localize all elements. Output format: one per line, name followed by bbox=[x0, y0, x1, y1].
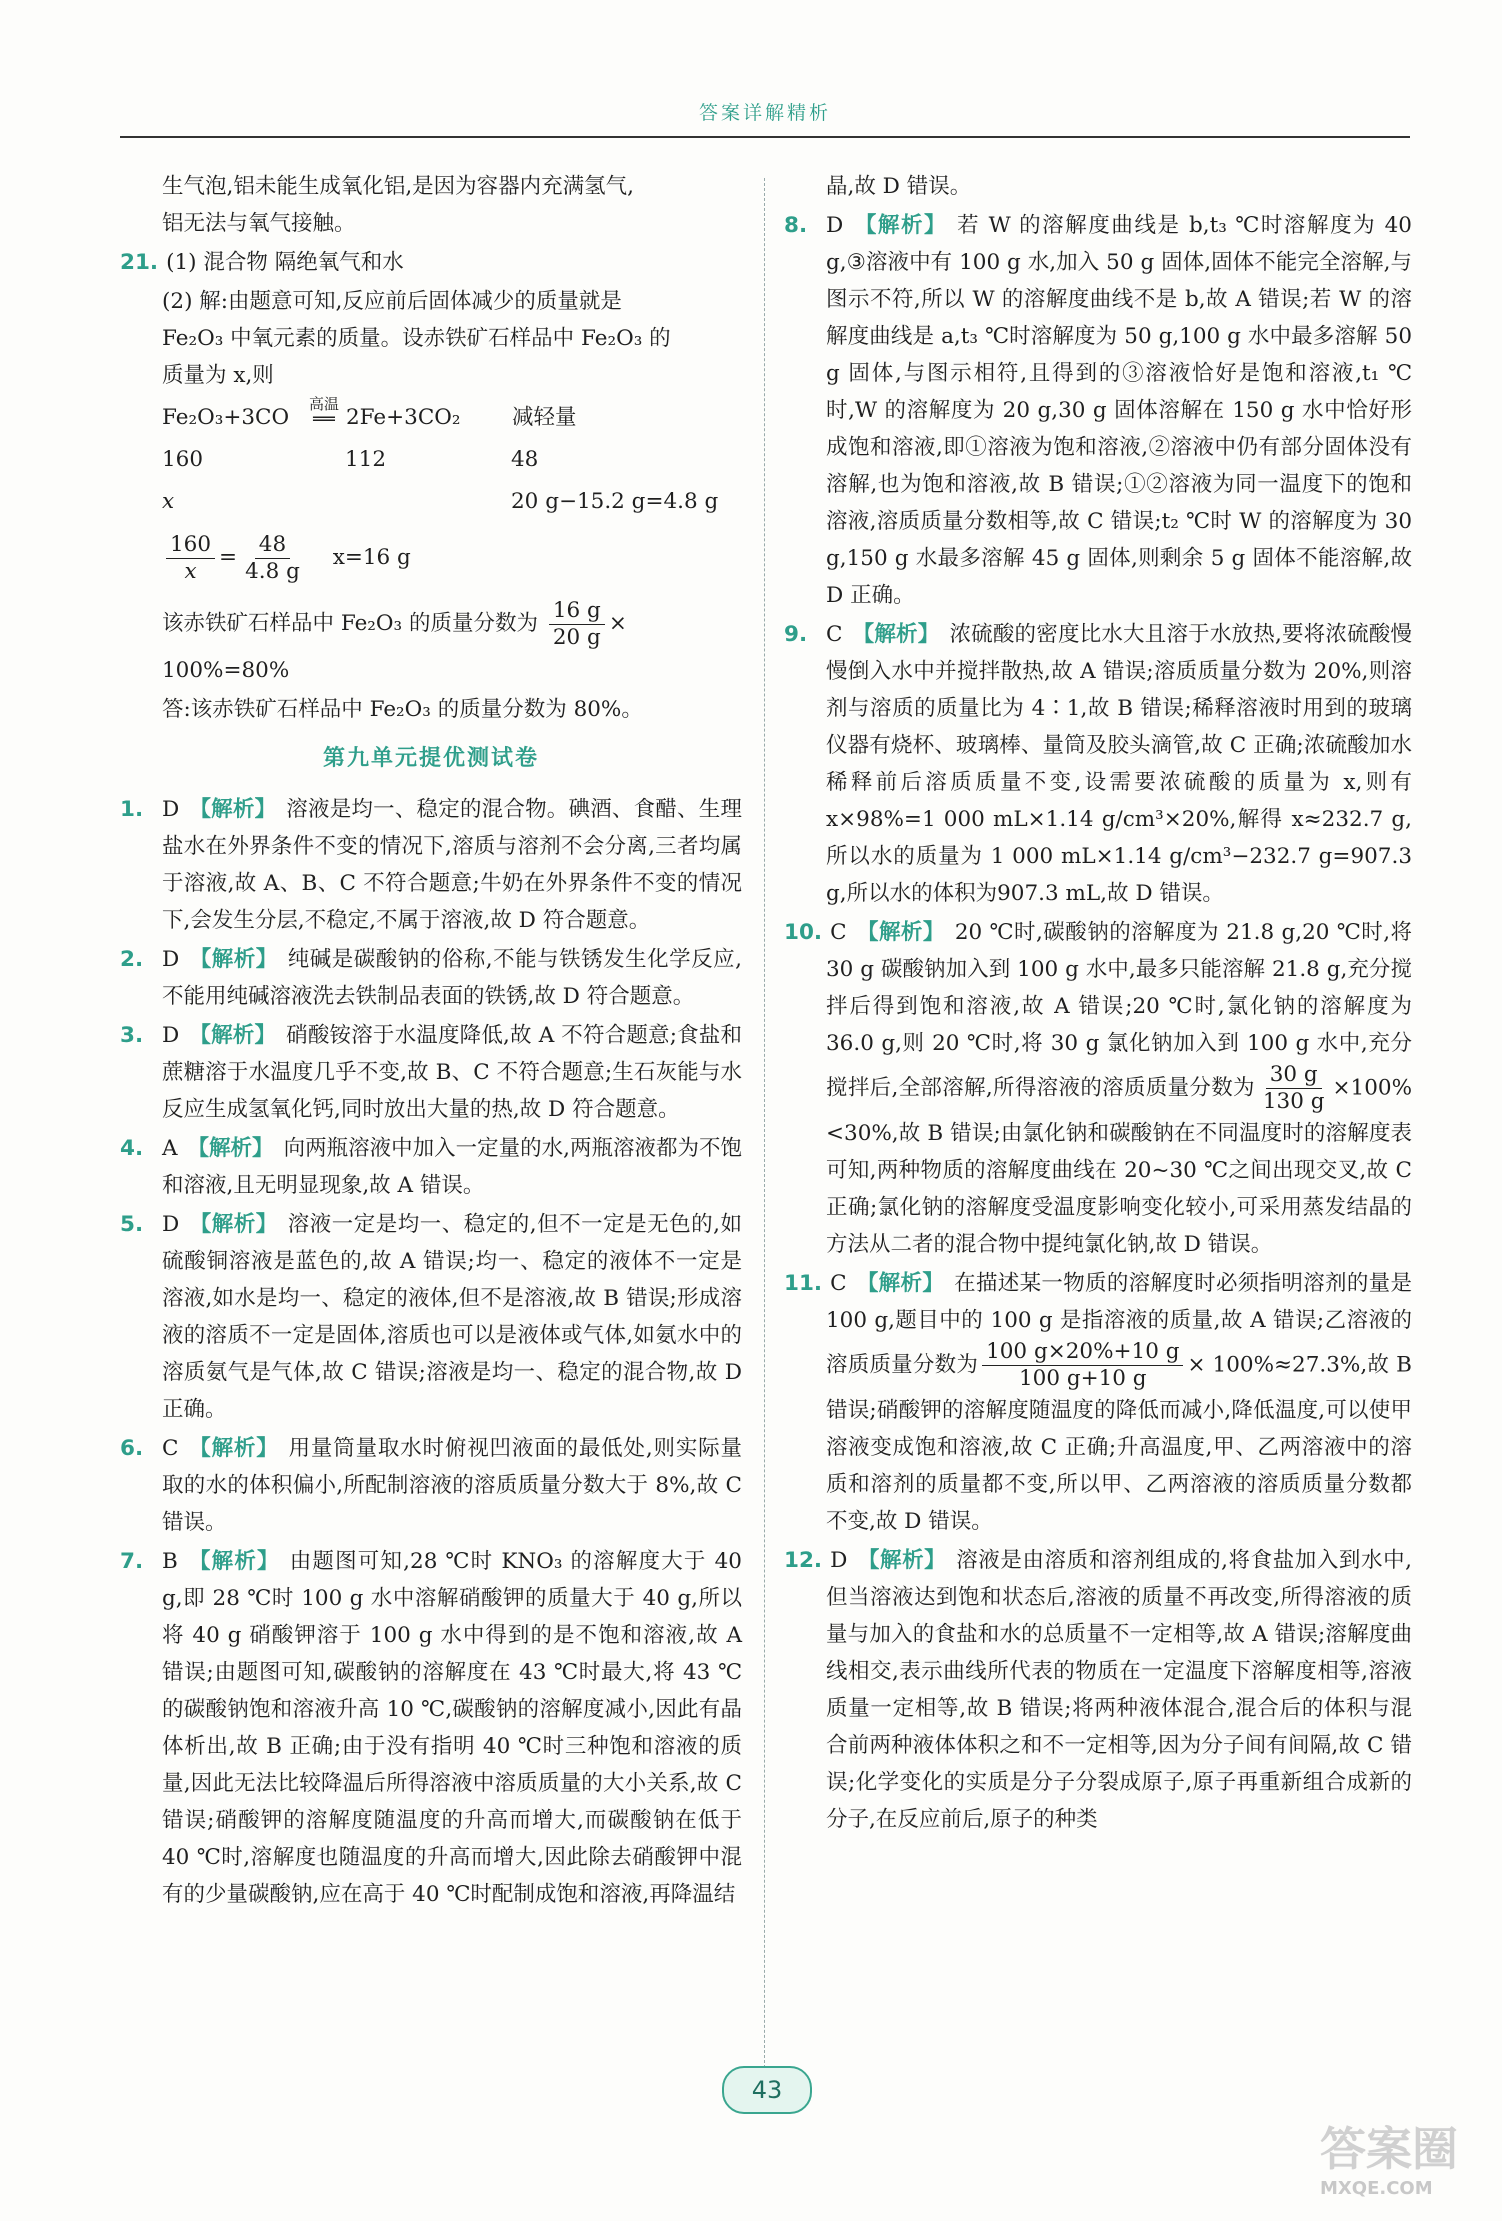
analysis-tag: 【解析】 bbox=[853, 213, 948, 238]
answer-choice: D bbox=[162, 947, 180, 972]
analysis-text: 在描述某一物质的溶解度时必须指明溶剂的量是 100 g,题目中的 100 g 是指溶液的质量,故 A 错误;乙溶液的溶质质量分数为 bbox=[826, 1271, 1412, 1378]
left-column bbox=[120, 168, 742, 1915]
question-number: 1. bbox=[120, 797, 144, 822]
analysis-text: 由题图可知,28 ℃时 KNO₃ 的溶解度大于 40 g,即 28 ℃时 100 g 水中溶解硝酸钾的质量大于 40 g,所以将 40 g 硝酸钾溶于 100 g 水中得到的是不饱和溶液,故 A 错误;由题图可知,碳酸钠的溶解度在 43 ℃时最大,将 43 ℃的碳酸钠饱和溶液升高 10 ℃,碳酸钠的溶解度减小,因此有晶体析出,故 B 正确;由于没有指明 40 ℃时三种饱和溶液的质量,因此无法比较降温后所得溶液中溶质质量的大小关系,故 C 错误;硝酸钾的溶解度随温度的升高而增大,而碳酸钠在低于 40 ℃时,溶解度也随温度的升高而增大,因此除去硝酸钾中混有的少量碳酸钠,应在高于 40 ℃时配制成饱和溶液,再降温结 bbox=[162, 1549, 742, 1907]
question-number: 8. bbox=[784, 213, 808, 238]
fraction bbox=[1259, 1062, 1329, 1115]
reaction-condition: 高温 bbox=[308, 395, 339, 413]
question-number: 9. bbox=[784, 622, 808, 647]
analysis-tag: 【解析】 bbox=[856, 1271, 945, 1296]
analysis-tag: 【解析】 bbox=[187, 1136, 274, 1161]
page-header: 答案详解精析 bbox=[698, 102, 831, 124]
analysis-text: 纯碱是碳酸钠的俗称,不能与铁锈发生化学反应,不能用纯碱溶液洗去铁制品表面的铁锈,故 D 符合题意。 bbox=[162, 947, 742, 1009]
answer-item bbox=[120, 1543, 742, 1913]
answer-list bbox=[120, 791, 742, 1913]
solution-text: (2) 解:由题意可知,反应前后固体减少的质量就是 Fe₂O₃ 中氧元素的质量。设赤铁矿石样品中 Fe₂O₃ 的 质量为 x,则 bbox=[162, 289, 671, 388]
chemical-equation: Fe₂O₃+3CO 高温 ══ 2Fe+3CO₂ 减轻量 bbox=[162, 395, 577, 430]
analysis-text: 溶液是均一、稳定的混合物。碘酒、食醋、生理盐水在外界条件不变的情况下,溶质与溶剂不会分离,三者均属于溶液,故 A、B、C 不符合题意;牛奶在外界条件不变的情况下,会发生分层,不稳定,不属于溶液,故 D 符合题意。 bbox=[162, 797, 742, 933]
answer-choice: C bbox=[830, 920, 847, 945]
answer-item bbox=[120, 941, 742, 1015]
fraction-numerator: 30 g bbox=[1266, 1062, 1322, 1089]
answer-item bbox=[784, 207, 1412, 614]
analysis-text: 若 W 的溶解度曲线是 b,t₃ ℃时溶解度为 40 g,③溶液中有 100 g 水,加入 50 g 固体,固体不能完全溶解,与图示不符,所以 W 的溶解度曲线不是 b,故 A 错误;若 W 的溶解度曲线是 a,t₃ ℃时溶解度为 50 g,100 g 水中最多溶解 50 g 固体,与图示相符,且得到的③溶液恰好是饱和溶液,t₁ ℃时,W 的溶解度为 20 g,30 g 固体溶解在 150 g 水中恰好形成饱和溶液,即①溶液为饱和溶液,②溶液中仍有部分固体没有溶解,也为饱和溶液,故 B 错误;①②溶液为同一温度下的饱和溶液,溶质质量分数相等,故 C 错误;t₂ ℃时 W 的溶解度为 30 g,150 g 水最多溶解 45 g 固体,则剩余 5 g 固体不能溶解,故 D 正确。 bbox=[826, 213, 1412, 608]
analysis-text: 溶液一定是均一、稳定的,但不一定是无色的,如硫酸铜溶液是蓝色的,故 A 错误;均一、稳定的液体不一定是溶液,如水是均一、稳定的液体,但不是溶液,故 B 错误;形成溶液的溶质不一定是固体,溶质也可以是液体或气体,如氨水中的溶质氨气是气体,故 C 错误;溶液是均一、稳定的混合物,故 D 正确。 bbox=[162, 1212, 742, 1422]
analysis-text: 浓硫酸的密度比水大且溶于水放热,要将浓硫酸慢慢倒入水中并搅拌散热,故 A 错误;溶质质量分数为 20%,则溶剂与溶质的质量比为 4∶1,故 B 错误;稀释溶液时用到的玻璃仪器有烧杯、玻璃棒、量筒及胶头滴管,故 C 正确;浓硫酸加水稀释前后溶质质量不变,设需要浓硫酸的质量为 x,则有 x×98%=1 000 mL×1.14 g/cm³×20%,解得 x≈232.7 g,所以水的质量为 1 000 mL×1.14 g/cm³−232.7 g=907.3 g,所以水的体积为907.3 mL,故 D 错误。 bbox=[826, 622, 1412, 906]
analysis-tag: 【解析】 bbox=[189, 1212, 278, 1237]
answer-item bbox=[120, 791, 742, 939]
answer-choice: D bbox=[830, 1548, 848, 1573]
header-rule bbox=[120, 136, 1410, 138]
answer-item bbox=[784, 914, 1412, 1263]
question-number: 12. bbox=[784, 1548, 823, 1573]
analysis-tag: 【解析】 bbox=[189, 797, 277, 822]
analysis-text: ×100%<30%,故 B 错误;由氯化钠和碳酸钠在不同温度时的溶解度表可知,两种物质的溶解度曲线在 20~30 ℃之间出现交叉,故 C 正确;氯化钠的溶解度受温度影响变化较小,可采用蒸发结晶的方法从二者的混合物中提纯氯化钠,故 D 错误。 bbox=[826, 1075, 1412, 1257]
section-title: 第九单元提优测试卷 bbox=[322, 746, 539, 771]
answer-item bbox=[784, 1265, 1412, 1540]
unknown-row: x 20 g−15.2 g=4.8 g bbox=[162, 489, 719, 514]
analysis-tag: 【解析】 bbox=[189, 1023, 277, 1048]
analysis-tag: 【解析】 bbox=[852, 622, 940, 647]
answer-item bbox=[784, 616, 1412, 912]
answer-choice: C bbox=[162, 1436, 179, 1461]
answer-choice: C bbox=[830, 1271, 847, 1296]
answer-choice: D bbox=[162, 1023, 180, 1048]
right-column bbox=[784, 168, 1412, 1840]
watermark-logo: 答案圈 MXQE.COM bbox=[1320, 2122, 1458, 2199]
analysis-text: 向两瓶溶液中加入一定量的水,两瓶溶液都为不饱和溶液,且无明显现象,故 A 错误。 bbox=[162, 1136, 742, 1198]
analysis-text: 20 ℃时,碳酸钠的溶解度为 21.8 g,20 ℃时,将 30 g 碳酸钠加入到 100 g 水中,最多只能溶解 21.8 g,充分搅拌后得到饱和溶液,故 A 错误;20 ℃时,氯化钠的溶解度为 36.0 g,则 20 ℃时,将 30 g 氯化钠加入到 100 g 水中,充分搅拌后,全部溶解,所得溶液的溶质质量分数为 bbox=[826, 920, 1412, 1101]
analysis-tag: 【解析】 bbox=[188, 1436, 279, 1461]
analysis-tag: 【解析】 bbox=[187, 1549, 280, 1574]
analysis-tag: 【解析】 bbox=[857, 1548, 947, 1573]
fraction-numerator: 100 g×20%+10 g bbox=[982, 1339, 1183, 1366]
question-number: 7. bbox=[120, 1549, 144, 1574]
analysis-tag: 【解析】 bbox=[189, 947, 278, 972]
mass-row: 160 112 48 bbox=[162, 447, 539, 472]
question-number: 5. bbox=[120, 1212, 144, 1237]
continued-text: 晶,故 D 错误。 bbox=[826, 174, 972, 199]
continued-text: 生气泡,铝未能生成氧化铝,是因为容器内充满氢气, 铝无法与氧气接触。 bbox=[162, 174, 635, 236]
fraction-denominator: 130 g bbox=[1262, 1089, 1325, 1114]
answer-choice: A bbox=[162, 1136, 178, 1161]
fraction-denominator: 100 g+10 g bbox=[1018, 1366, 1147, 1391]
mass-fraction: 该赤铁矿石样品中 Fe₂O₃ 的质量分数为 $\frac{16 g}{20 g}$ × bbox=[162, 597, 627, 650]
answer-item bbox=[784, 1542, 1412, 1838]
question-number: 4. bbox=[120, 1136, 144, 1161]
question-number: 11. bbox=[784, 1271, 823, 1296]
final-answer: 答:该赤铁矿石样品中 Fe₂O₃ 的质量分数为 80%。 bbox=[162, 697, 643, 722]
analysis-text: 溶液是由溶质和溶剂组成的,将食盐加入到水中,但当溶液达到饱和状态后,溶液的质量不再改变,所得溶液的质量与加入的食盐和水的总质量不一定相等,故 A 错误;溶解度曲线相交,表示曲线所代表的物质在一定温度下溶解度相等,溶液质量一定相等,故 B 错误;将两种液体混合,混合后的体积与混合前两种液体体积之和不一定相等,因为分子间有间隔,故 C 错误;化学变化的实质是分子分裂成原子,原子再重新组合成新的分子,在反应前后,原子的种类 bbox=[826, 1548, 1412, 1832]
analysis-text: × 100%≈27.3%,故 B 错误;硝酸钾的溶解度随温度的降低而减小,降低温度,可以使甲溶液变成饱和溶液,故 C 正确;升高温度,甲、乙两溶液中的溶质和溶剂的质量都不变,所以甲、乙两溶液的溶质质量分数都不变,故 D 错误。 bbox=[826, 1352, 1412, 1534]
answer-item bbox=[120, 1017, 742, 1128]
answer-choice: B bbox=[162, 1549, 178, 1574]
analysis-text: 用量筒量取水时俯视凹液面的最低处,则实际量取的水的体积偏小,所配制溶液的溶质质量分数大于 8%,故 C 错误。 bbox=[162, 1436, 742, 1535]
answer-choice: D bbox=[162, 1212, 180, 1237]
answer-21: 21. (1) 混合物 隔绝氧气和水 (2) 解:由题意可知,反应前后固体减少的质量就是 Fe₂O₃ 中氧元素的质量。设赤铁矿石样品中 Fe₂O₃ 的 质量为 x,则 Fe₂O₃+3CO 高温 ══ 2Fe+3CO₂ 减轻量 160 112 48 x 20 g−15.2 g=4.8 g $\frac{160}{x}$ = $\frac{48}{4.8 g}$ x=16 g 该赤铁矿石样品中 Fe₂O₃ 的质量分数为 $\frac{16 g}{20 g}$ × 100%=80% 答:该赤铁矿石样品中 Fe₂O₃ 的质量分数为 80%。 bbox=[120, 244, 742, 728]
answer-choice: C bbox=[826, 622, 843, 647]
proportion: $\frac{160}{x}$ = $\frac{48}{4.8 g}$ x=16 g bbox=[162, 528, 742, 588]
analysis-text: 硝酸铵溶于水温度降低,故 A 不符合题意;食盐和蔗糖溶于水温度几乎不变,故 B、C 不符合题意;生石灰能与水反应生成氢氧化钙,同时放出大量的热,故 D 符合题意。 bbox=[162, 1023, 742, 1122]
answer-item bbox=[120, 1130, 742, 1204]
answer-choice: D bbox=[162, 797, 180, 822]
column-divider bbox=[764, 178, 765, 2098]
question-number: 10. bbox=[784, 920, 823, 945]
question-number: 2. bbox=[120, 947, 144, 972]
question-number: 3. bbox=[120, 1023, 144, 1048]
fraction bbox=[982, 1339, 1183, 1392]
answer-item bbox=[120, 1430, 742, 1541]
analysis-tag: 【解析】 bbox=[856, 920, 945, 945]
answer-item bbox=[120, 1206, 742, 1428]
question-number: 21. bbox=[120, 250, 159, 275]
question-number: 6. bbox=[120, 1436, 144, 1461]
answer-choice: D bbox=[826, 213, 844, 238]
answer-list bbox=[784, 207, 1412, 1838]
page-number: 43 bbox=[722, 2066, 812, 2114]
